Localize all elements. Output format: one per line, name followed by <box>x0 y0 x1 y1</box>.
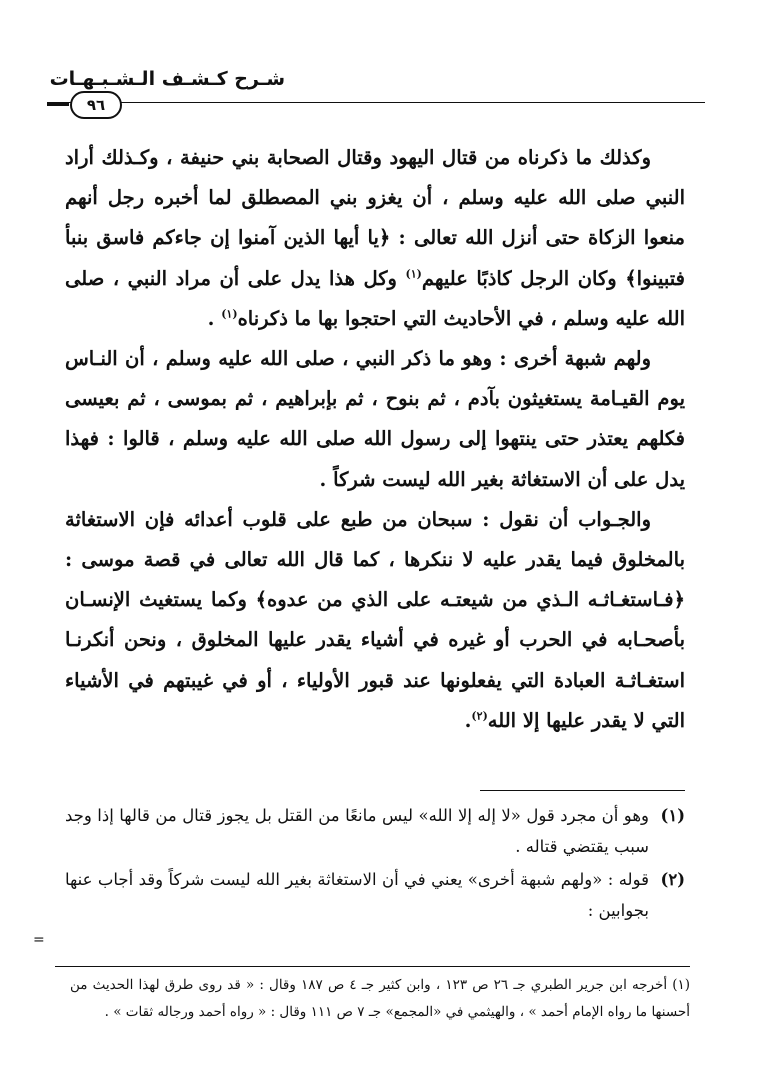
footnote-ref: (١) <box>405 267 422 281</box>
main-text <box>65 138 685 741</box>
page-header <box>49 58 705 128</box>
book-title: شـرح كـشـف الـشـبـهـات <box>49 68 285 90</box>
paragraph-2: ولهم شبهة أخرى : وهو ما ذكر النبي ، صلى الله عليه وسلم ، أن النـاس يوم القيـامة يستغيثون بآدم ، ثم بنوح ، ثم بإبراهيم ، ثم بموسى ، ثم بعيسى فكلهم يعتذر حتى ينتهوا إلى رسول الله صلى الله عليه وسلم ، قالوا : فهذا يدل على أن الاستغاثة بغير الله ليست شركاً . <box>65 347 685 491</box>
header-rule-tail <box>47 102 69 106</box>
note-2 <box>65 864 685 926</box>
commentary-notes <box>65 800 685 928</box>
header-rule <box>55 102 705 103</box>
page-number: ٩٦ <box>70 91 122 119</box>
note-ref: (٢) <box>471 709 488 723</box>
note-text: وهو أن مجرد قول «لا إله إلا الله» ليس مانعًا من القتل بل يجوز قتال من قالها إذا وجد سبب يقتضي قتاله . <box>65 806 649 856</box>
source-footnotes <box>70 972 690 1026</box>
note-1 <box>65 800 685 862</box>
paragraph-3: والجـواب أن نقول : سبحان من طبع على قلوب أعدائه فإن الاستغاثة بالمخلوق فيما يقدر عليه لا ننكرها ، كما قال الله تعالى في قصة موسى : ﴿فـاستغـاثـه الـذي من شيعتـه على الذي من عدوه﴾ وكما يستغيث الإنسـان بأصحـابه في الحرب أو غيره في أشياء يقدر عليها المخلوق ، ونحن أنكرنـا استغـاثـة العبادة التي يفعلونها عند قبور الأولياء ، أو في غيبتهم في الأشياء التي لا يقدر عليها إلا الله$^{(٢)}$. <box>65 507 685 732</box>
continuation-mark: = <box>33 932 45 948</box>
footnote-1: (١) أخرجه ابن جرير الطبري جـ ٢٦ ص ١٢٣ ، وابن كثير جـ ٤ ص ١٨٧ وقال : « قد روى طرق لهذا الحديث من أحسنها ما رواه الإمام أحمد » ، والهيثمي في «المجمع» جـ ٧ ص ١١١ وقال : « رواه أحمد ورجاله ثقات » . <box>70 977 691 1020</box>
note-text: قوله : «ولهم شبهة أخرى» يعني في أن الاستغاثة بغير الله ليست شركاً وقد أجاب عنها بجوابين : <box>65 870 649 920</box>
paragraph-1: وكذلك ما ذكرناه من قتال اليهود وقتال الصحابة بني حنيفة ، وكـذلك أراد النبي صلى الله عليه وسلم ، أن يغزو بني المصطلق لما أخبره رجل أنهم منعوا الزكاة حتى أنزل الله تعالى : ﴿يا أيها الذين آمنوا إن جاءكم فاسق بنبأ فتبينوا﴾ وكان الرجل كاذبًا عليهم$^{(١)}$ وكل هذا يدل على أن مراد النبي ، صلى الله عليه وسلم ، في الأحاديث التي احتجوا بها ما ذكرناه$^{(١)}$ . <box>65 146 685 330</box>
note-number: (٢) <box>660 870 685 889</box>
footnotes-divider <box>55 966 690 967</box>
note-ref: (١) <box>221 307 238 321</box>
notes-divider <box>480 790 685 791</box>
note-number: (١) <box>660 806 685 825</box>
